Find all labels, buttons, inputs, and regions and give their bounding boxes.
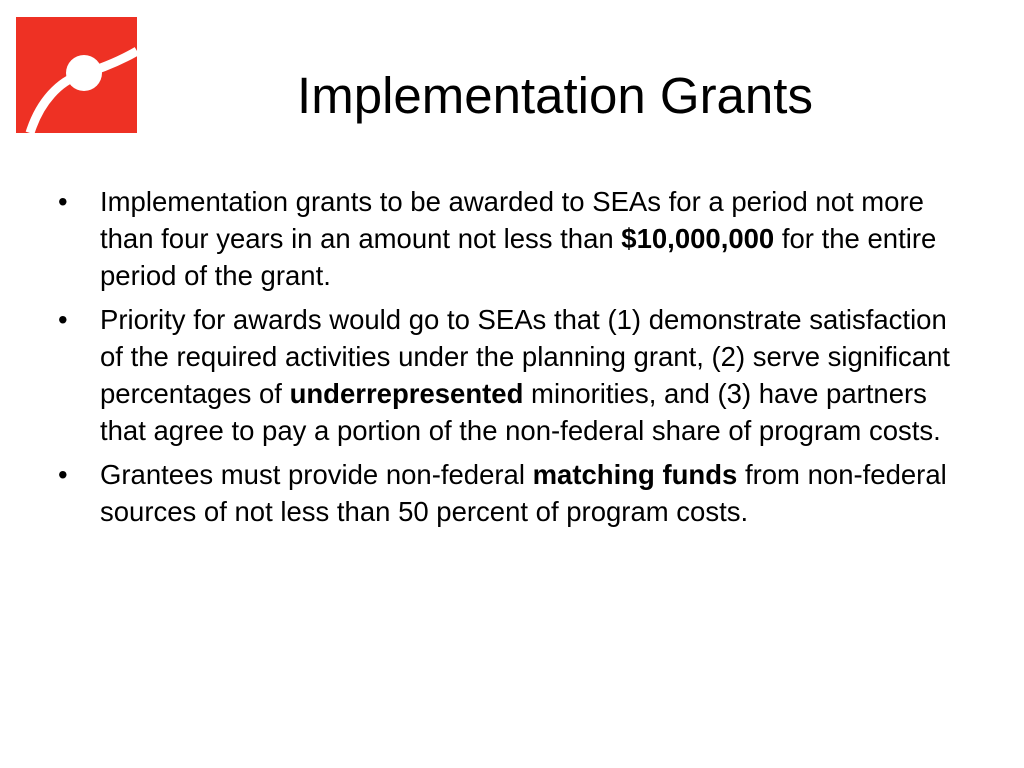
bullet-item: [58, 456, 968, 530]
bullet-marker: •: [58, 459, 68, 490]
bullet-marker: •: [58, 186, 68, 217]
bullet-text-after: minorities, and (3) have partners that agree to pay a portion of the non-federal share of program costs.: [100, 378, 941, 446]
bullet-text: [100, 459, 947, 527]
bullet-text: [100, 186, 936, 291]
bullet-bold-amount: $10,000,000: [621, 223, 775, 254]
bullet-text-after: from non-federal sources of not less than 50 percent of program costs.: [100, 459, 947, 527]
slide-title: Implementation Grants: [297, 67, 813, 124]
bullet-marker: •: [58, 304, 68, 335]
bullet-text-after: for the entire period of the grant.: [100, 223, 937, 291]
bullet-text-before: Priority for awards would go to SEAs that (1) demonstrate satisfaction of the required activities under the planning grant, (2) serve significant percentages of: [100, 304, 950, 409]
bullet-text-before: Grantees must provide non-federal: [100, 459, 533, 490]
logo-icon: [16, 17, 137, 133]
bullet-item: [58, 301, 968, 449]
bullet-bold-matching-funds: matching funds: [532, 459, 738, 490]
bullet-text: [100, 304, 950, 446]
bullet-item: [58, 183, 968, 294]
bullet-bold-underrepresented: underrepresented: [289, 378, 524, 409]
bullet-list: [58, 183, 968, 537]
bullet-text-before: Implementation grants to be awarded to SEAs for a period not more than four years in an amount not less than: [100, 186, 924, 254]
